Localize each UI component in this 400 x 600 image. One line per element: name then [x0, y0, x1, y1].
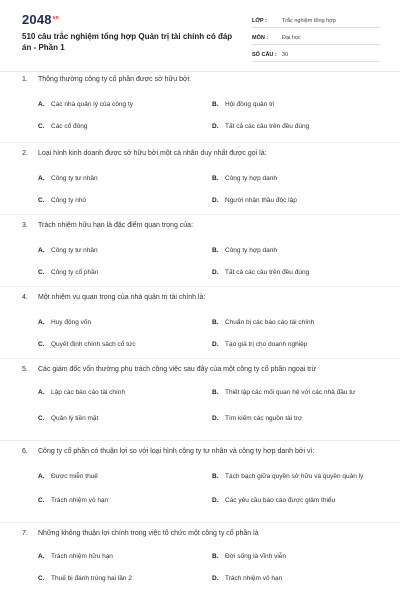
answer-option[interactable]: [212, 496, 370, 505]
question-number: 6.: [22, 448, 28, 455]
question-text: [22, 294, 382, 301]
question-separator: [0, 522, 400, 523]
option-text: Công ty hợp danh: [225, 175, 277, 182]
question-number: 2.: [22, 150, 28, 157]
meta-label: MÔN :: [252, 34, 269, 41]
meta-row-subject: [252, 31, 380, 45]
option-text: Trách nhiệm hữu hạn: [51, 553, 113, 560]
answer-option[interactable]: [212, 100, 370, 109]
question-text: [22, 150, 382, 157]
document-title: 510 câu trắc nghiệm tổng hợp Quản trị tài chính có đáp án - Phần 1: [22, 32, 233, 52]
option-text: Tất cả các câu trên đều đúng: [225, 269, 310, 276]
option-text: Lập các báo cáo tài chính: [51, 389, 126, 396]
answer-option[interactable]: [212, 340, 370, 349]
option-text: Các yêu cầu báo cáo được giảm thiểu: [225, 497, 336, 504]
option-text: Hội đồng quản trị: [225, 101, 275, 108]
option-text: Công ty tư nhân: [51, 247, 98, 254]
answer-option[interactable]: [212, 246, 370, 255]
option-text: Quản lý tiền mặt: [51, 415, 99, 422]
question-separator: [0, 286, 400, 287]
question-label: Công ty cổ phần có thuận lợi so với loại hình công ty tư nhân và công ty hợp danh bởi vì:: [38, 448, 315, 455]
option-text: Được miễn thuế: [51, 473, 98, 480]
answer-option[interactable]: [38, 388, 196, 397]
option-letter: D.: [212, 415, 219, 422]
option-text: Trách nhiệm vô hạn: [225, 575, 283, 582]
question-separator: [0, 142, 400, 143]
option-text: Chuẩn bị các báo cáo tài chính: [225, 319, 315, 326]
answer-option[interactable]: [212, 414, 370, 423]
meta-row-class: [252, 14, 380, 28]
option-letter: A.: [38, 473, 45, 480]
option-text: Công ty cổ phần: [51, 269, 99, 276]
option-letter: B.: [212, 553, 219, 560]
question-separator: [0, 214, 400, 215]
question-label: Một nhiệm vụ quan trọng của nhà quản trị tài chính là:: [38, 294, 206, 301]
answer-option[interactable]: [38, 196, 196, 205]
option-letter: B.: [212, 473, 219, 480]
option-text: Trách nhiệm vô hạn: [51, 497, 109, 504]
option-text: Tìm kiếm các nguồn tài trợ: [225, 415, 303, 422]
meta-value: 30: [282, 51, 289, 58]
answer-option[interactable]: [38, 496, 196, 505]
option-letter: C.: [38, 197, 45, 204]
option-letter: A.: [38, 175, 45, 182]
logo-suffix: vn: [52, 14, 59, 21]
option-letter: D.: [212, 269, 219, 276]
answer-option[interactable]: [38, 340, 196, 349]
option-letter: D.: [212, 575, 219, 582]
option-text: Các cổ đông: [51, 123, 88, 130]
option-letter: D.: [212, 497, 219, 504]
option-letter: D.: [212, 341, 219, 348]
option-letter: B.: [212, 247, 219, 254]
option-letter: C.: [38, 415, 45, 422]
header-divider: [0, 71, 400, 72]
option-letter: B.: [212, 175, 219, 182]
answer-option[interactable]: [38, 122, 196, 131]
answer-option[interactable]: [212, 174, 370, 183]
meta-box: [252, 14, 380, 65]
option-letter: B.: [212, 389, 219, 396]
question-text: [22, 222, 382, 229]
question-label: Thông thường công ty cổ phần được sở hữu bởi:: [38, 76, 192, 83]
answer-option[interactable]: [212, 472, 370, 481]
option-letter: A.: [38, 389, 45, 396]
answer-option[interactable]: [38, 318, 196, 327]
question-separator: [0, 440, 400, 441]
option-letter: D.: [212, 197, 219, 204]
option-letter: A.: [38, 319, 45, 326]
answer-option[interactable]: [212, 196, 370, 205]
option-letter: C.: [38, 575, 45, 582]
header: [0, 0, 400, 70]
option-text: Các nhà quản lý của công ty: [51, 101, 134, 108]
option-letter: D.: [212, 123, 219, 130]
answer-option[interactable]: [38, 574, 196, 583]
option-letter: B.: [212, 101, 219, 108]
answer-option[interactable]: [38, 174, 196, 183]
meta-label: SỐ CÂU :: [252, 51, 277, 58]
answer-option[interactable]: [38, 472, 196, 481]
answer-option[interactable]: [38, 552, 196, 561]
answer-option[interactable]: [212, 388, 370, 397]
option-text: Công ty tư nhân: [51, 175, 98, 182]
answer-option[interactable]: [38, 414, 196, 423]
question-number: 1.: [22, 76, 28, 83]
question-label: Loại hình kinh doanh được sở hữu bởi một cá nhân duy nhất được gọi là:: [38, 150, 267, 157]
question-number: 4.: [22, 294, 28, 301]
question-number: 5.: [22, 366, 28, 373]
option-letter: A.: [38, 101, 45, 108]
question-label: Những không thuận lợi chính trong việc tổ chức một công ty cổ phần là: [38, 530, 259, 537]
question-text: [22, 366, 382, 373]
option-letter: B.: [212, 319, 219, 326]
answer-option[interactable]: [212, 574, 370, 583]
question-text: [22, 448, 382, 455]
option-letter: C.: [38, 123, 45, 130]
option-text: Huy động vốn: [51, 319, 92, 326]
answer-option[interactable]: [38, 246, 196, 255]
option-letter: A.: [38, 553, 45, 560]
option-text: Thuế bị đánh trùng hai lần 2: [51, 575, 132, 582]
option-text: Công ty hợp danh: [225, 247, 277, 254]
option-text: Công ty nhỏ: [51, 197, 87, 204]
option-text: Tạo giá trị cho doanh nghiệp: [225, 341, 308, 348]
answer-option[interactable]: [38, 268, 196, 277]
option-letter: C.: [38, 341, 45, 348]
question-separator: [0, 358, 400, 359]
option-text: Đời sống là vĩnh viễn: [225, 553, 286, 560]
option-text: Tách bạch giữa quyền sở hữu và quyền quản lý: [225, 473, 364, 480]
question-label: Trách nhiệm hữu hạn là đặc điểm quan trọng của:: [38, 222, 194, 229]
logo-text: 2048: [22, 12, 52, 27]
answer-option[interactable]: [212, 122, 370, 131]
question-number: 7.: [22, 530, 28, 537]
question-label: Các giám đốc vốn thường phụ trách công việc sau đây của một công ty cổ phần ngoại trừ: [38, 366, 317, 373]
option-text: Quyết định chính sách cổ tức: [51, 341, 136, 348]
site-logo[interactable]: [22, 12, 59, 27]
answer-option[interactable]: [212, 552, 370, 561]
answer-option[interactable]: [38, 100, 196, 109]
option-text: Người nhận thầu độc lập: [225, 197, 297, 204]
option-text: Tất cả các câu trên đều đúng: [225, 123, 310, 130]
meta-row-count: [252, 48, 380, 62]
question-text: [22, 76, 382, 83]
answer-option[interactable]: [212, 268, 370, 277]
answer-option[interactable]: [212, 318, 370, 327]
option-letter: C.: [38, 269, 45, 276]
meta-label: LỚP :: [252, 17, 267, 24]
meta-value: Đại học: [282, 34, 301, 41]
question-text: [22, 530, 382, 537]
meta-value: Trắc nghiệm tổng hợp: [282, 17, 336, 24]
question-number: 3.: [22, 222, 28, 229]
option-letter: C.: [38, 497, 45, 504]
option-text: Thiết lập các mối quan hệ với các nhà đầu tư: [225, 389, 356, 396]
option-letter: A.: [38, 247, 45, 254]
